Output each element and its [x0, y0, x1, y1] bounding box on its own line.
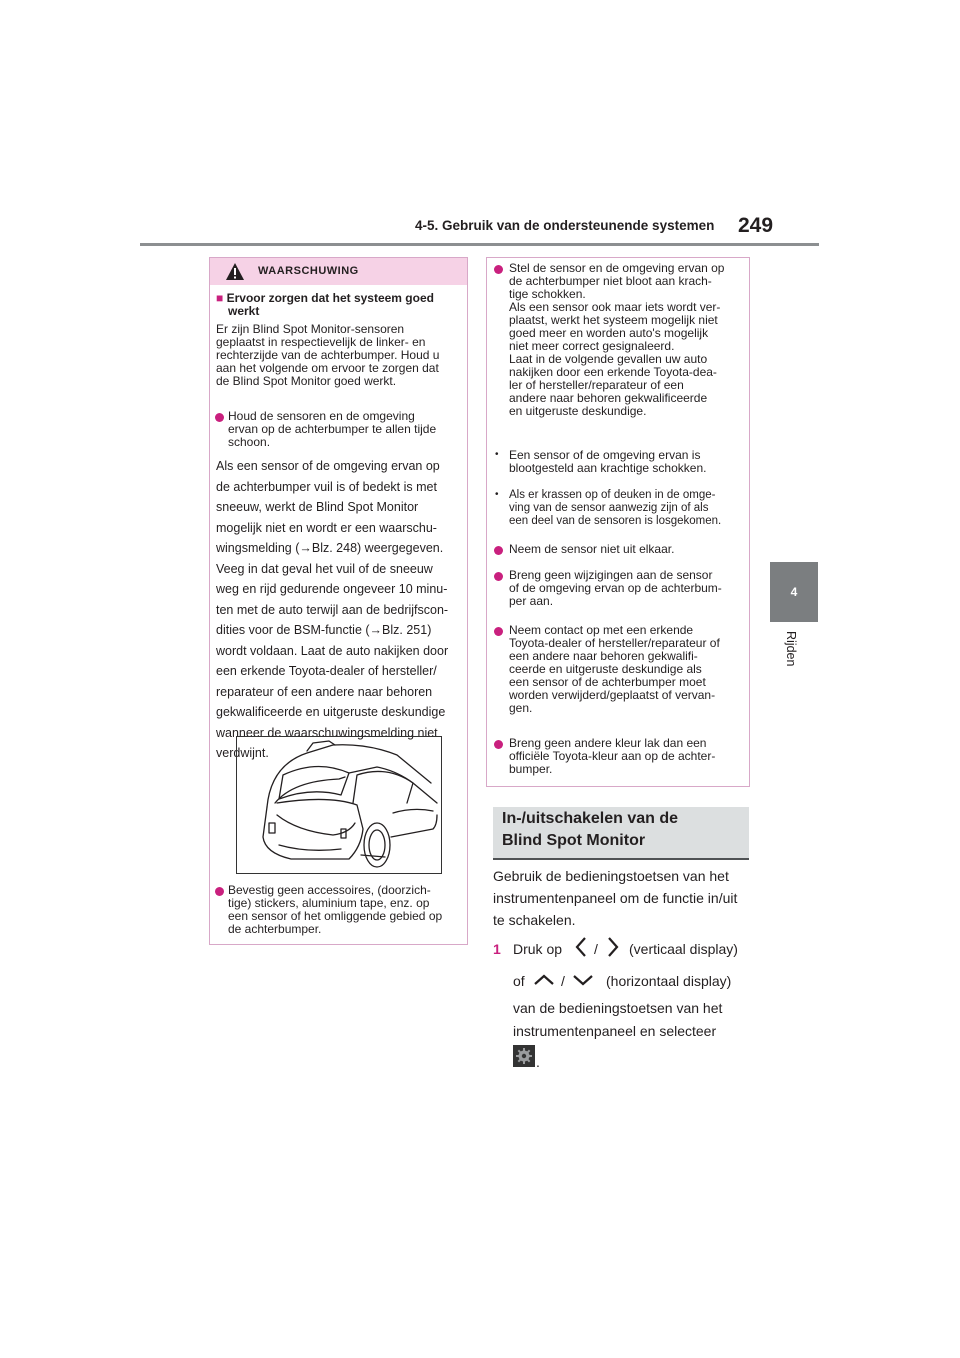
chapter-label-text: Rijden	[784, 631, 798, 667]
chevron-down-icon	[572, 973, 594, 987]
text-line: te schakelen.	[493, 912, 576, 928]
text-line: Houd de sensoren en de omgeving	[228, 409, 415, 423]
text-line: dities voor de BSM-functie (→Blz. 251)	[216, 623, 432, 637]
text-line: tige) stickers, aluminium tape, enz. op	[228, 896, 430, 910]
slash-separator: /	[561, 973, 565, 989]
text-line: Als een sensor ook maar iets wordt ver-	[509, 300, 721, 314]
text-line: gen.	[509, 701, 533, 715]
text-line: plaatst, werkt het systeem mogelijk niet	[509, 313, 718, 327]
warning-intro	[216, 323, 439, 388]
note-sub-bullet-1	[509, 449, 706, 475]
text-line: de achterbumper.	[228, 922, 322, 936]
step-text-b: (verticaal display)	[629, 941, 738, 957]
chevron-up-icon	[533, 973, 555, 987]
text-line: rechterzijde van de achterbumper. Houd u	[216, 348, 440, 362]
round-bullet-icon	[494, 572, 503, 581]
note-sub-bullet-2	[509, 489, 721, 528]
small-bullet-icon: •	[495, 449, 499, 460]
chapter-label	[770, 631, 818, 671]
text-line: gekwalificeerde en uitgeruste deskundige	[216, 705, 446, 719]
text-line: Er zijn Blind Spot Monitor-sensoren	[216, 322, 405, 336]
text-line: geplaatst in respectievelijk de linker- en	[216, 335, 426, 349]
text-line: schoon.	[228, 435, 271, 449]
text-line: Breng geen wijzigingen aan de sensor	[509, 568, 713, 582]
slash-separator: /	[594, 941, 598, 957]
step-text-d: van de bedieningstoetsen van het	[513, 1000, 723, 1016]
note-bullet-3	[509, 569, 722, 608]
text-line: Gebruik de bedieningstoetsen van het	[493, 868, 729, 884]
square-bullet-icon: ■	[216, 291, 224, 305]
text-line: de achterbumper niet bloot aan krach-	[509, 274, 712, 288]
note-bullet-2	[509, 543, 674, 556]
chevron-right-icon	[606, 936, 620, 958]
car-illustration	[236, 736, 442, 874]
note-bullet-4	[509, 624, 720, 715]
text-line: Bevestig geen accessoires, (doorzich-	[228, 883, 431, 897]
text-line: tige schokken.	[509, 287, 586, 301]
text-line: ervan op de achterbumper te allen tijde	[228, 422, 437, 436]
text-line: wordt voldaan. Laat de auto nakijken door	[216, 643, 449, 658]
note-bullet-5	[509, 737, 715, 776]
text-line: een andere naar behoren gekwalifi-	[509, 649, 698, 663]
text-line: niet meer correct gesignaleerd.	[509, 339, 675, 353]
round-bullet-icon	[494, 740, 503, 749]
text-line: sneeuw, werkt de Blind Spot Monitor	[216, 500, 419, 514]
round-bullet-icon	[494, 627, 503, 636]
text-line: Als er krassen op of deuken in de omge-	[509, 489, 716, 501]
chapter-tab: 4	[770, 562, 818, 622]
text-line: Als een sensor of de omgeving ervan op	[216, 459, 440, 473]
step-text-c: (horizontaal display)	[606, 973, 732, 989]
text-line: en uitgeruste deskundige.	[509, 404, 647, 418]
text-line: de achterbumper vuil is of bedekt is met	[216, 479, 437, 494]
settings-gear-icon	[513, 1045, 535, 1067]
text-line: ten met de auto terwijl aan de bedrijfscon-	[216, 602, 449, 617]
text-line: Toyota-dealer of hersteller/reparateur of	[509, 636, 720, 650]
small-bullet-icon: •	[495, 489, 499, 500]
text-line: wanneer de waarschuwingsmelding niet	[216, 725, 438, 740]
warning-bullet-1	[228, 410, 436, 449]
warning-paragraph	[216, 456, 448, 764]
text-line: andere naar behoren gekwalificeerde	[509, 391, 708, 405]
text-line: een sensor of de achterbumper moet	[509, 675, 706, 689]
car-rear-icon	[237, 737, 441, 873]
note-bullet-1	[509, 262, 724, 418]
text-line: officiële Toyota-kleur aan op de achter-	[509, 749, 716, 763]
section-header-title: 4-5. Gebruik van de ondersteunende systemen	[415, 218, 715, 233]
intro-paragraph	[493, 865, 737, 931]
section-heading-line1: In-/uitschakelen van de	[502, 810, 679, 827]
section-heading	[502, 808, 678, 852]
text-line: Breng geen andere kleur lak dan een	[509, 736, 707, 750]
text-line: Neem de sensor niet uit elkaar.	[509, 542, 675, 556]
round-bullet-icon	[494, 546, 503, 555]
warning-triangle-icon	[225, 262, 245, 281]
round-bullet-icon	[494, 265, 503, 274]
text-line: weg en rijd gedurende ongeveer 10 minu-	[216, 582, 448, 596]
text-line: Laat in de volgende gevallen uw auto	[509, 352, 708, 366]
section-heading-line2: Blind Spot Monitor	[502, 832, 646, 849]
text-line: de Blind Spot Monitor goed werkt.	[216, 374, 397, 388]
text-line: een sensor of het omliggende gebied op	[228, 909, 443, 923]
text-line: per aan.	[509, 594, 554, 608]
round-bullet-icon	[215, 887, 224, 896]
warning-heading-line1: Ervoor zorgen dat het systeem goed	[226, 291, 434, 305]
header-divider	[140, 243, 819, 246]
text-line: nakijken door een erkende Toyota-dea-	[509, 365, 717, 379]
text-line: goed meer en worden auto's mogelijk	[509, 326, 709, 340]
text-line: Neem contact op met een erkende	[509, 623, 694, 637]
text-line: reparateur of een andere naar behoren	[216, 684, 433, 699]
text-line: een erkende Toyota-dealer of hersteller/	[216, 664, 437, 678]
round-bullet-icon	[215, 413, 224, 422]
text-line: Veeg in dat geval het vuil of de sneeuw	[216, 561, 433, 576]
page-number: 249	[738, 214, 774, 237]
text-line: een deel van de sensoren is losgekomen.	[509, 515, 722, 527]
text-line: ler of hersteller/reparateur of een	[509, 378, 684, 392]
text-line: ceerde en uitgeruste deskundige als	[509, 662, 702, 676]
text-line: wingsmelding (→Blz. 248) weergegeven.	[216, 541, 444, 555]
text-line: Stel de sensor en de omgeving ervan op	[509, 261, 725, 275]
step-text-a: Druk op	[513, 941, 563, 957]
text-line: instrumentenpaneel om de functie in/uit	[493, 890, 738, 906]
text-line: of de omgeving ervan op de achterbum-	[509, 581, 722, 595]
step-number: 1	[493, 941, 501, 957]
text-line: verdwijnt.	[216, 746, 269, 760]
warning-bullet-2	[228, 884, 442, 936]
text-line: worden verwijderd/geplaatst of vervan-	[509, 688, 716, 702]
chevron-left-icon	[574, 936, 588, 958]
text-line: blootgesteld aan krachtige schokken.	[509, 461, 707, 475]
warning-title: WAARSCHUWING	[258, 265, 359, 277]
warning-heading-line2: werkt	[228, 304, 260, 318]
text-line: ving van de sensor aanwezig zijn of als	[509, 502, 709, 514]
text-line: mogelijk niet en wordt er een waarschu-	[216, 520, 437, 535]
step-text-of: of	[513, 973, 525, 989]
text-line: aan het volgende om ervoor te zorgen dat	[216, 361, 439, 375]
step-text-e: instrumentenpaneel en selecteer	[513, 1023, 717, 1039]
text-line: Een sensor of de omgeving ervan is	[509, 448, 701, 462]
step-period: .	[536, 1054, 540, 1070]
text-line: bumper.	[509, 762, 553, 776]
